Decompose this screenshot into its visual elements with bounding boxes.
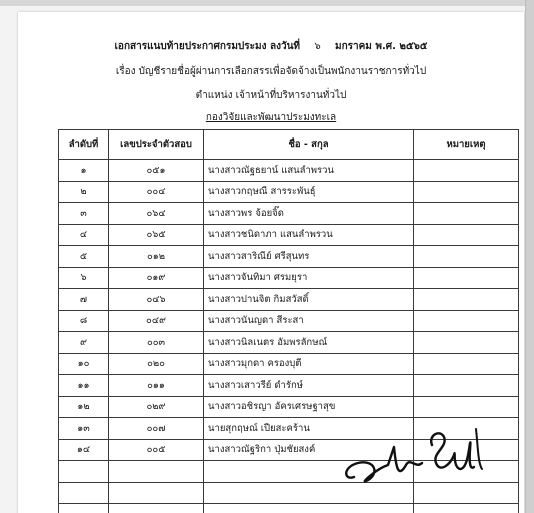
column-header-name: ชื่อ - สกุล: [204, 130, 414, 160]
cell-remark: [414, 289, 519, 311]
cell-exam-id: ๐๕๑: [109, 160, 204, 182]
table-row: [59, 160, 519, 182]
cell-exam-id: ๐๐๕: [109, 439, 204, 461]
cell-exam-id: ๐๐๗: [109, 418, 204, 440]
cell-rank: ๑๑: [59, 375, 109, 397]
document-subject: เรื่อง บัญชีรายชื่อผู้ผ่านการเลือกสรรเพื่อจัดจ้างเป็นพนักงานราชการทั่วไป: [115, 66, 427, 77]
cell-rank: ๔: [59, 224, 109, 246]
cell-full-name: นางสาวนันญดา สีระสา: [204, 310, 414, 332]
cell-full-name: นางสาวกฤษณี สารระพันธุ์: [204, 181, 414, 203]
cell-exam-id: ๐๐๓: [109, 332, 204, 354]
cell-remark: [414, 332, 519, 354]
table-header: [59, 130, 519, 160]
table-row: [59, 224, 519, 246]
table-header-row: [59, 130, 519, 160]
cell-exam-id: ๐๖๕: [109, 224, 204, 246]
cell-exam-id: ๐๖๔: [109, 203, 204, 225]
cell-rank: ๖: [59, 267, 109, 289]
column-header-exam-id: เลขประจำตัวสอบ: [109, 130, 204, 160]
cell-remark: [414, 246, 519, 268]
cell-remark: [414, 181, 519, 203]
cell-full-name: นางสาวปานจิต กิมสวัสดิ์: [204, 289, 414, 311]
cell-rank: ๕: [59, 246, 109, 268]
document-division: กองวิจัยและพัฒนาประมงทะเล: [205, 112, 337, 123]
signature-image: [336, 407, 496, 497]
cell-remark: [414, 160, 519, 182]
cell-full-name: นางสาวจันทิมา ศรมยุรา: [204, 267, 414, 289]
cell-remark: [414, 267, 519, 289]
cell-rank: ๙: [59, 332, 109, 354]
cell-full-name: [204, 504, 414, 513]
table-row: [59, 246, 519, 268]
title-suffix: มกราคม พ.ศ. ๒๕๖๕: [334, 41, 428, 52]
cell-remark: [414, 203, 519, 225]
cell-exam-id: [109, 504, 204, 513]
cell-remark: [414, 353, 519, 375]
cell-remark: [414, 224, 519, 246]
table-row: [59, 289, 519, 311]
cell-full-name: นางสาวพร จ้อยจิ๊ด: [204, 203, 414, 225]
cell-rank: [59, 482, 109, 504]
cell-rank: ๓: [59, 203, 109, 225]
table-row: [59, 267, 519, 289]
table-row: [59, 504, 519, 513]
title-day: ๖: [314, 41, 321, 52]
column-header-remark: หมายเหตุ: [414, 130, 519, 160]
cell-exam-id: ๐๔๙: [109, 310, 204, 332]
cell-rank: ๗: [59, 289, 109, 311]
cell-full-name: นายสุกฤษณ์ เปียสะคร้าน: [204, 418, 414, 440]
cell-exam-id: ๐๒๐: [109, 353, 204, 375]
cell-exam-id: [109, 461, 204, 483]
cell-exam-id: ๐๑๙: [109, 267, 204, 289]
table-row: [59, 332, 519, 354]
table-row: [59, 310, 519, 332]
viewer-scrollbar[interactable]: [525, 0, 534, 513]
cell-exam-id: ๐๑๒: [109, 246, 204, 268]
table-row: [59, 181, 519, 203]
cell-full-name: นางสาวณัฐริกา ปุ่มชัยสงค์: [204, 439, 414, 461]
cell-rank: ๒: [59, 181, 109, 203]
cell-full-name: นางสาวสาริณีย์ ศรีสุนทร: [204, 246, 414, 268]
column-header-no: ลำดับที่: [59, 130, 109, 160]
cell-full-name: นางสาวเสาวรีย์ ดำรักษ์: [204, 375, 414, 397]
cell-full-name: นางสาวชนิดาภา แสนลำพรวน: [204, 224, 414, 246]
table-row: [59, 375, 519, 397]
cell-rank: ๑๒: [59, 396, 109, 418]
cell-rank: ๘: [59, 310, 109, 332]
cell-exam-id: ๐๑๑: [109, 375, 204, 397]
viewer-top-edge: [0, 0, 534, 6]
cell-exam-id: [109, 482, 204, 504]
cell-remark: [414, 310, 519, 332]
cell-rank: [59, 504, 109, 513]
cell-rank: [59, 461, 109, 483]
cell-rank: ๑๐: [59, 353, 109, 375]
cell-remark: [414, 375, 519, 397]
cell-full-name: นางสาวณัฐธยาน์ แสนลำพรวน: [204, 160, 414, 182]
cell-rank: ๑: [59, 160, 109, 182]
table-row: [59, 353, 519, 375]
document-page: [18, 12, 524, 513]
cell-full-name: นางสาวมุกดา ครองบุตี: [204, 353, 414, 375]
title-prefix: เอกสารแนบท้ายประกาศกรมประมง ลงวันที่: [114, 41, 301, 52]
cell-remark: [414, 504, 519, 513]
document-title: [18, 40, 524, 56]
cell-exam-id: ๐๔๖: [109, 289, 204, 311]
cell-rank: ๑๓: [59, 418, 109, 440]
table-row: [59, 203, 519, 225]
cell-rank: ๑๔: [59, 439, 109, 461]
cell-full-name: นางสาวนิลเนตร อัมพรลักษณ์: [204, 332, 414, 354]
cell-full-name: นางสาวอชิรญา อัครเศรษฐาสุข: [204, 396, 414, 418]
cell-exam-id: ๐๐๔: [109, 181, 204, 203]
cell-exam-id: ๐๒๙: [109, 396, 204, 418]
document-position: ตำแหน่ง เจ้าหน้าที่บริหารงานทั่วไป: [195, 90, 347, 101]
